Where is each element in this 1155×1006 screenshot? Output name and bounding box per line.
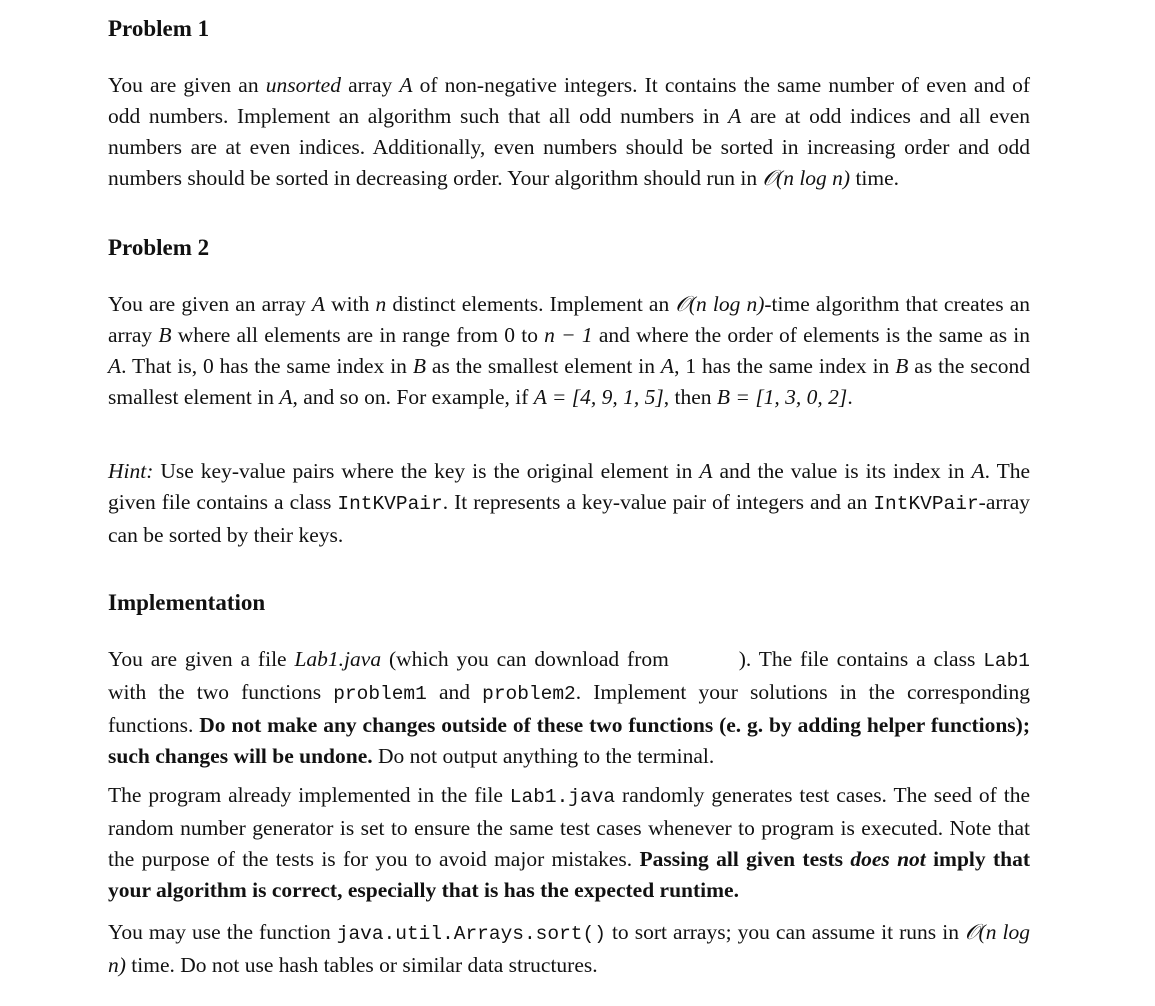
math-A: A — [108, 354, 122, 378]
problem2-heading: Problem 2 — [108, 235, 210, 260]
implementation-heading: Implementation — [108, 590, 266, 615]
warning-bold: Do not make any changes outside of these two functions (e. g. by adding helper functions); such changes will be undone. — [108, 713, 1030, 768]
math-B: B — [412, 354, 426, 378]
math-A: A — [971, 459, 985, 483]
hint-label: Hint: — [108, 459, 154, 483]
math-A: A — [660, 354, 675, 378]
implementation-text-1: You are given a file Lab1.java (which you can download from ). The file contains a class Lab1 with the two functions problem1 and problem2. Implement your solutions in the corresponding functions. Do not make any changes outside of these two functions (e. g. by adding helper functions); such changes will be undone. Do not output anything to the terminal. — [108, 647, 1030, 768]
math-range-end: n − 1 — [544, 323, 593, 347]
problem2-text: You are given an array A with n distinct elements. Implement an 𝒪(n log n)-time algorithm that creates an array B where all elements are in range from 0 to n − 1 and where the order of elements is the same as in A. That is, 0 has the same index in B as the smallest element in A, 1 has the same index in B as the second smallest element in A, and so on. For example, if A = [4, 9, 1, 5], then B = [1, 3, 0, 2]. — [108, 292, 1031, 409]
math-B: B — [895, 354, 909, 378]
math-example-A: A = [4, 9, 1, 5] — [533, 385, 664, 409]
code-lab1-java: Lab1.java — [509, 786, 616, 808]
problem1-text: You are given an unsorted array A of non-negative integers. It contains the same number of even and of odd numbers. Implement an algorithm such that all odd numbers in A are at odd indices and all even numbers are at even indices. Additionally, even numbers should be sorted in increasing order and odd numbers should be sorted in decreasing order. Your algorithm should run in 𝒪(n log n) time. — [108, 73, 1030, 190]
math-A: A — [699, 459, 713, 483]
math-example-B: B = [1, 3, 0, 2] — [716, 385, 848, 409]
problem2-hint: Hint: Use key-value pairs where the key is the original element in A and the value is its index in A. The given file contains a class IntKVPair. It represents a key-value pair of integers and an IntKVPair-array can be sorted by their keys. — [108, 459, 1030, 547]
code-problem1: problem1 — [333, 683, 427, 705]
code-arrays-sort: java.util.Arrays.sort() — [336, 923, 606, 945]
tests-warning-bold: Passing all given tests does not imply that your algorithm is correct, especially that is has the expected runtime. — [108, 847, 1030, 902]
math-n: n — [375, 292, 387, 316]
math-complexity: 𝒪(n log n) — [762, 166, 851, 190]
math-B: B — [158, 323, 172, 347]
math-complexity: 𝒪(n log n) — [108, 920, 1030, 977]
code-lab1: Lab1 — [983, 650, 1030, 672]
code-problem2: problem2 — [482, 683, 576, 705]
implementation-text-2: The program already implemented in the file Lab1.java randomly generates test cases. The seed of the random number generator is set to ensure the same test cases whenever to program is executed. Note that the purpose of the tests is for you to avoid major mistakes. Passing all given tests does not imply that your algorithm is correct, especially that is has the expected runtime. — [108, 783, 1030, 902]
math-A: A — [399, 73, 413, 97]
implementation-text-3: You may use the function java.util.Arrays.sort() to sort arrays; you can assume it runs in 𝒪(n log n) time. Do not use hash tables or similar data structures. — [108, 920, 1030, 977]
file-name-italic: Lab1.java — [294, 647, 382, 671]
math-A: A — [279, 385, 293, 409]
emphasis-unsorted: unsorted — [265, 73, 341, 97]
math-complexity: 𝒪(n log n) — [675, 292, 765, 316]
math-A: A — [728, 104, 742, 128]
math-A: A — [311, 292, 326, 316]
problem1-heading: Problem 1 — [108, 16, 210, 41]
code-intkvpair: IntKVPair — [873, 493, 979, 515]
code-intkvpair: IntKVPair — [337, 493, 443, 515]
